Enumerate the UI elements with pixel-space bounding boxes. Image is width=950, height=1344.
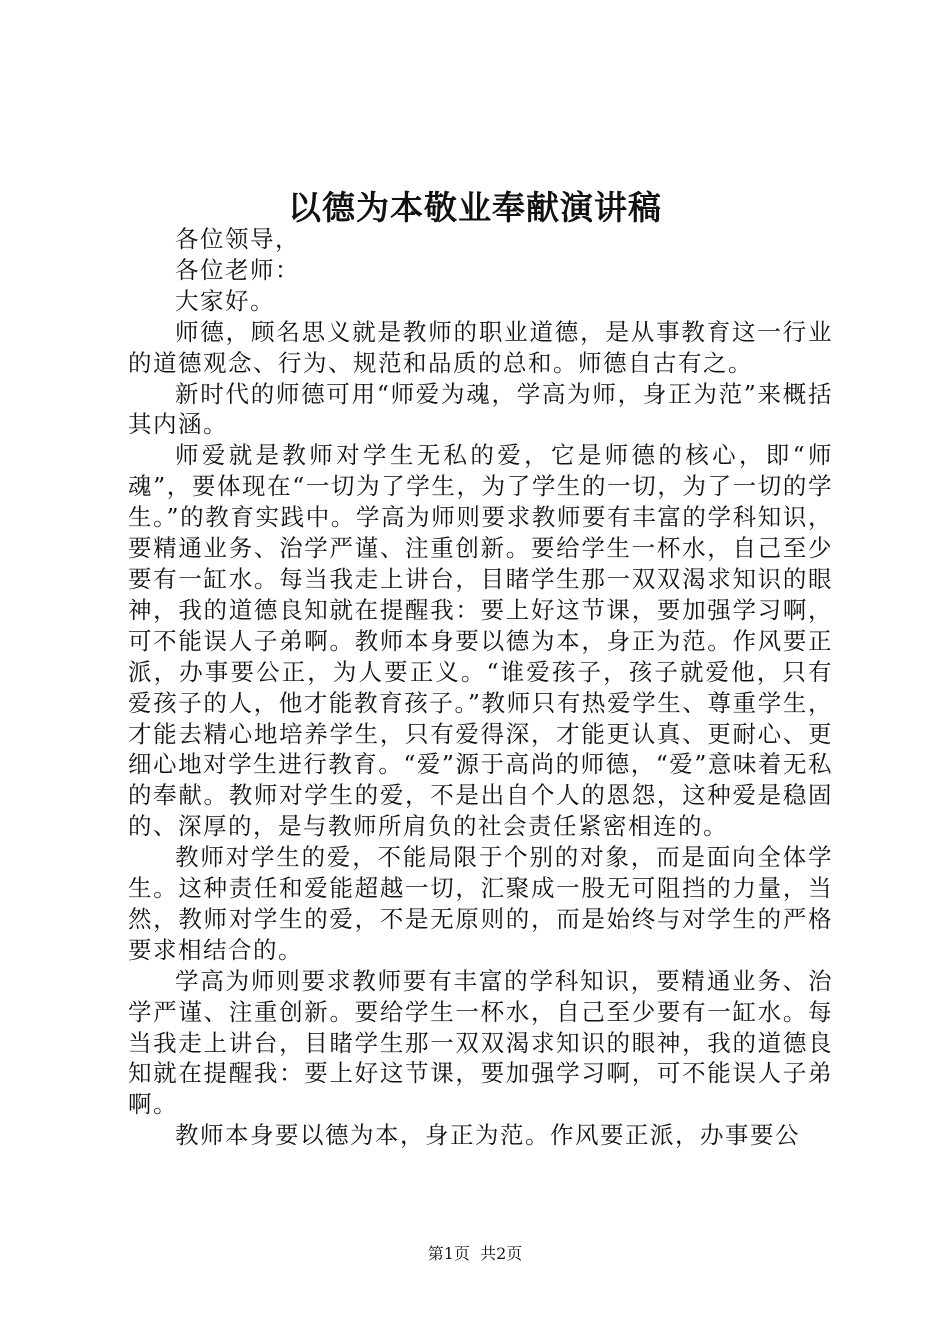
page-number-footer: 第1页 共2页 xyxy=(427,1244,523,1263)
body-paragraph: 师德，顾名思义就是教师的职业道德，是从事教育这一行业的道德观念、行为、规范和品质的总和。师德自古有之。 xyxy=(128,317,833,377)
body-paragraph: 新时代的师德可用“师爱为魂，学高为师，身正为范”来概括其内涵。 xyxy=(128,379,833,439)
greeting-leaders: 各位领导， xyxy=(175,225,300,253)
document-title: 以德为本敬业奉献演讲稿 xyxy=(288,188,662,227)
greeting-all: 大家好。 xyxy=(175,286,275,315)
body-paragraph: 学高为师则要求教师要有丰富的学科知识，要精通业务、治学严谨、注重创新。要给学生一杯水，自己至少要有一缸水。每当我走上讲台，目睹学生那一双双渴求知识的眼神，我的道德良知就在提醒我：要上好这节课，要加强学习啊，可不能误人子弟啊。 xyxy=(128,966,833,1119)
greeting-teachers: 各位老师： xyxy=(175,255,300,284)
body-paragraph: 教师本身要以德为本，身正为范。作风要正派，办事要公 xyxy=(175,1121,800,1150)
body-paragraph: 师爱就是教师对学生无私的爱，它是师德的核心，即“师魂”，要体现在“一切为了学生，为了学生的一切，为了一切的学生。”的教育实践中。学高为师则要求教师要有丰富的学科知识，要精通业务、治学严谨、注重创新。要给学生一杯水，自己至少要有一缸水。每当我走上讲台，目睹学生那一双双渴求知识的眼神，我的道德良知就在提醒我：要上好这节课，要加强学习啊，可不能误人子弟啊。教师本身要以德为本，身正为范。作风要正派，办事要公正，为人要正义。“谁爱孩子，孩子就爱他，只有爱孩子的人，他才能教育孩子。”教师只有热爱学生、尊重学生，才能去精心地培养学生，只有爱得深，才能更认真、更耐心、更细心地对学生进行教育。“爱”源于高尚的师德，“爱”意味着无私的奉献。教师对学生的爱，不是出自个人的恩怨，这种爱是稳固的、深厚的，是与教师所肩负的社会责任紧密相连的。 xyxy=(128,441,833,841)
document-body xyxy=(128,224,833,1151)
body-paragraph: 教师对学生的爱，不能局限于个别的对象，而是面向全体学生。这种责任和爱能超越一切，汇聚成一股无可阻挡的力量，当然，教师对学生的爱，不是无原则的，而是始终与对学生的严格要求相结合的。 xyxy=(128,843,833,964)
